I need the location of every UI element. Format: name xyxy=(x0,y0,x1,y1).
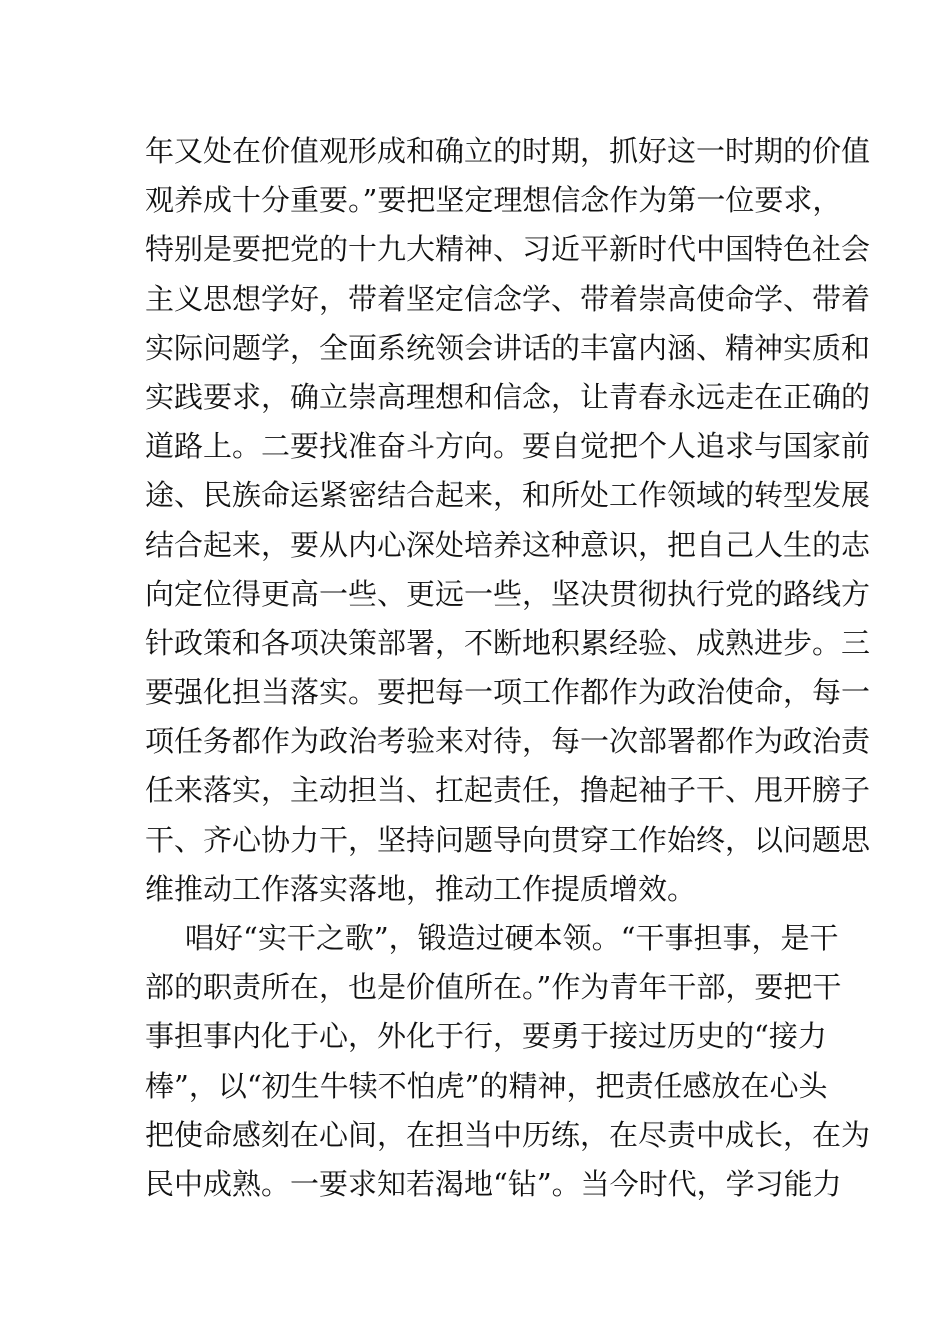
text-line: 维推动工作落实落地，推动工作提质增效。 xyxy=(145,871,697,906)
text-line: 事担事内化于心，外化于行，要勇于接过历史的“接力 xyxy=(145,1019,827,1054)
text-line: 要强化担当落实。要把每一项工作都作为政治使命，每一 xyxy=(145,675,871,710)
text-line: 观养成十分重要。”要把坚定理想信念作为第一位要求， xyxy=(145,183,842,218)
text-line: 项任务都作为政治考验来对待，每一次部署都作为政治责 xyxy=(145,724,871,759)
text-line: 实际问题学，全面系统领会讲话的丰富内涵、精神实质和 xyxy=(145,330,871,365)
text-line: 民中成熟。一要求知若渴地“钻”。当今时代，学习能力 xyxy=(145,1166,842,1201)
text-line: 特别是要把党的十九大精神、习近平新时代中国特色社会 xyxy=(145,232,871,267)
text-line: 年又处在价值观形成和确立的时期，抓好这一时期的价值 xyxy=(145,134,871,168)
text-line: 唱好“实干之歌”，锻造过硬本领。“干事担事，是干 xyxy=(185,921,839,955)
text-line: 任来落实，主动担当、扛起责任，撸起袖子干、甩开膀子 xyxy=(145,773,871,808)
text-line: 向定位得更高一些、更远一些，坚决贯彻执行党的路线方 xyxy=(145,576,871,611)
text-line: 结合起来，要从内心深处培养这种意识，把自己人生的志 xyxy=(145,527,871,562)
body-text xyxy=(145,127,871,1209)
text-line: 道路上。二要找准奋斗方向。要自觉把个人追求与国家前 xyxy=(145,429,871,464)
text-line: 主义思想学好，带着坚定信念学、带着崇高使命学、带着 xyxy=(145,281,871,316)
text-line: 途、民族命运紧密结合起来，和所处工作领域的转型发展 xyxy=(145,478,871,513)
text-line: 棒”，以“初生牛犊不怕虎”的精神，把责任感放在心头 xyxy=(145,1068,828,1103)
text-line: 实践要求，确立崇高理想和信念，让青春永远走在正确的 xyxy=(145,379,871,414)
text-line: 针政策和各项决策部署，不断地积累经验、成熟进步。三 xyxy=(145,625,871,660)
text-line: 部的职责所在，也是价值所在。”作为青年干部，要把干 xyxy=(145,970,842,1005)
text-line: 干、齐心协力干，坚持问题导向贯穿工作始终，以问题思 xyxy=(145,822,871,857)
text-line: 把使命感刻在心间，在担当中历练，在尽责中成长，在为 xyxy=(145,1117,871,1152)
